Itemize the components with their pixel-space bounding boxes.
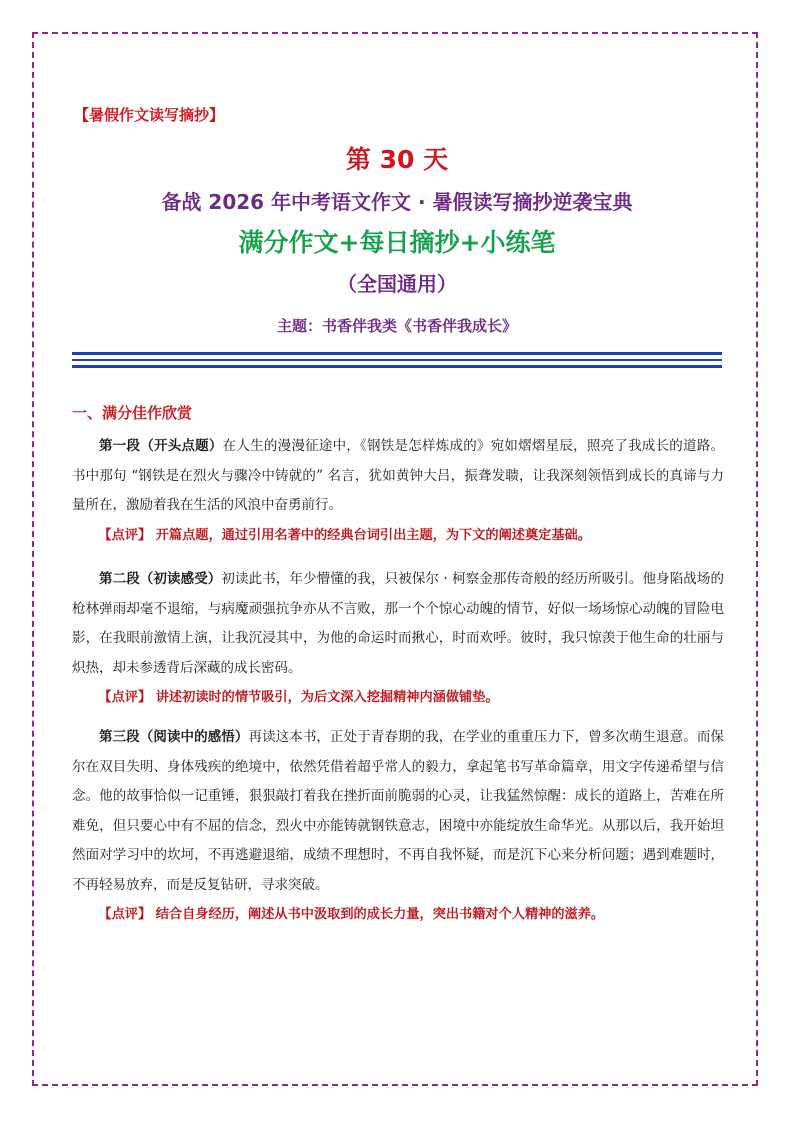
divider-line-bottom	[72, 365, 722, 368]
divider-line-middle	[72, 359, 722, 361]
paragraph-block-3	[72, 723, 724, 930]
comment-text: 结合自身经历，阐述从书中汲取到的成长力量，突出书籍对个人精神的滋养。	[151, 907, 605, 922]
body-paragraph	[72, 432, 724, 521]
scope-label: （全国通用）	[337, 272, 457, 296]
paragraph-lead: 第三段（阅读中的感悟）	[99, 729, 249, 745]
comment-line	[72, 900, 724, 930]
paragraph-lead: 第一段（开头点题）	[99, 438, 223, 454]
comment-line	[72, 521, 724, 551]
divider-line-top	[72, 352, 722, 355]
comment-tag: 【点评】	[98, 690, 152, 705]
paragraph-text: 初读此书，年少懵懂的我，只被保尔 · 柯察金那传奇般的经历所吸引。他身陷战场的枪林弹雨却毫不退缩，与病魔顽强抗争亦从不言败，那一个个惊心动魄的情节，好似一场场惊心动魄的冒险电影，在我眼前激情上演，让我沉浸其中，为他的命运时而揪心，时而欢呼。彼时，我只惊羡于他生命的壮丽与炽热，却未参透背后深藏的成长密码。	[72, 571, 724, 676]
paragraph-text: 在人生的漫漫征途中，《钢铁是怎样炼成的》宛如熠熠星辰，照亮了我成长的道路。书中那句 “钢铁是在烈火与骤冷中铸就的” 名言，犹如黄钟大吕，振聋发聩，让我深刻领悟到成长的真谛与力量所在，激励着我在生活的风浪中奋勇前行。	[72, 438, 725, 513]
paragraph-text: 再读这本书，正处于青春期的我，在学业的重重压力下，曾多次萌生退意。而保尔在双目失明、身体残疾的绝境中，依然凭借着超乎常人的毅力，拿起笔书写革命篇章，用文字传递希望与信念。他的故事恰似一记重锤，狠狠敲打着我在挫折面前脆弱的心灵，让我猛然惊醒：成长的道路上，苦难在所难免，但只要心中有不屈的信念，烈火中亦能铸就钢铁意志，困境中亦能绽放生命华光。从那以后，我开始坦然面对学习中的坎坷，不再逃避退缩，成绩不理想时，不再自我怀疑，而是沉下心来分析问题；遇到难题时，不再轻易放弃，而是反复钻研，寻求突破。	[72, 729, 725, 893]
series-tagline: 【暑假作文读写摘抄】	[74, 106, 225, 124]
day-title: 第 30 天	[345, 145, 449, 174]
body-paragraph	[72, 565, 724, 683]
paragraph-block-1	[72, 432, 724, 550]
paragraph-block-2	[72, 565, 724, 713]
comment-tag: 【点评】	[98, 527, 152, 543]
comment-text: 讲述初读时的情节吸引，为后文深入挖掘精神内涵做铺垫。	[151, 690, 499, 705]
body-paragraph	[72, 723, 724, 900]
comment-tag: 【点评】	[98, 907, 152, 922]
document-subtitle: 备战 2026 年中考语文作文 · 暑假读写摘抄逆袭宝典	[161, 190, 633, 214]
comment-line	[72, 683, 724, 713]
comment-text: 开篇点题，通过引用名著中的经典台词引出主题，为下文的阐述奠定基础。	[151, 527, 591, 543]
paragraph-lead: 第二段（初读感受）	[99, 571, 222, 587]
section-heading: 一、满分佳作欣赏	[72, 404, 193, 422]
document-headline: 满分作文+每日摘抄+小练笔	[238, 228, 556, 257]
theme-label: 主题：书香伴我类《书香伴我成长》	[276, 317, 517, 335]
